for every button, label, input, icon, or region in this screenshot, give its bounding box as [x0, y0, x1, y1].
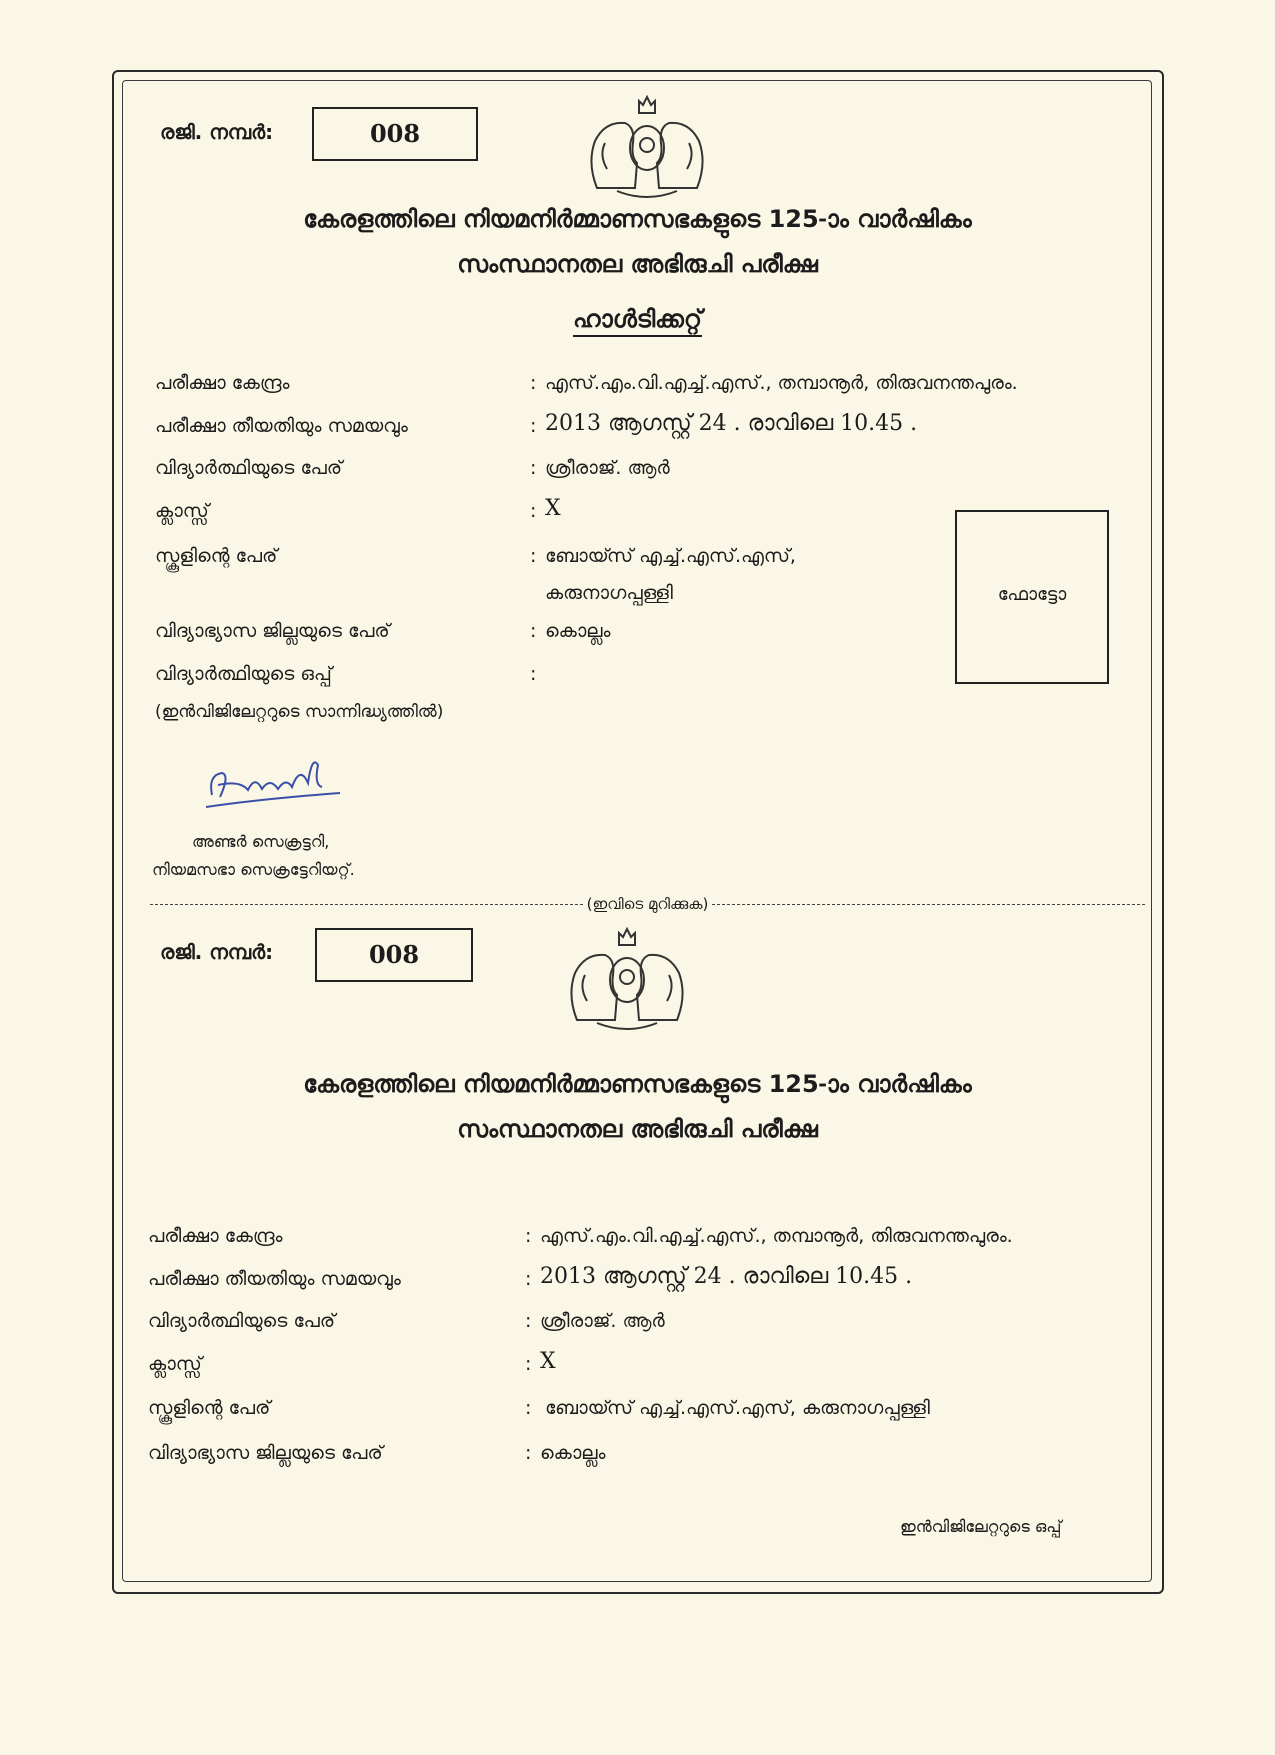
label-school-name: സ്കൂളിന്റെ പേര് — [148, 1397, 271, 1419]
value-exam-datetime: 2013 ആഗസ്റ്റ് 24 . രാവിലെ 10.45 . — [545, 411, 918, 436]
label-class: ക്ലാസ്സ് — [148, 1353, 202, 1375]
row-exam-datetime-bottom — [0, 1264, 1275, 1298]
value-school-line1: ബോയ്സ് എച്ച്.എസ്.എസ്, — [545, 545, 796, 567]
label-exam-centre: പരീക്ഷാ കേന്ദ്രം — [148, 1225, 283, 1247]
colon: : — [525, 1442, 532, 1464]
title-line1-bottom: കേരളത്തിലെ നിയമനിർമ്മാണസഭകളുടെ 125-ാം വാർഷികം — [303, 1070, 972, 1098]
row-class-bottom — [0, 1349, 1275, 1383]
colon: : — [525, 1268, 532, 1290]
hall-ticket-heading — [0, 305, 1275, 333]
title-line2: സംസ്ഥാനതല അഭിരുചി പരീക്ഷ — [457, 250, 818, 278]
value-class: X — [545, 496, 561, 521]
photo-box — [955, 510, 1109, 684]
signatory-office: നിയമസഭാ സെക്രട്ടേറിയറ്റ്. — [152, 860, 355, 879]
row-district-bottom — [0, 1442, 1275, 1472]
kerala-emblem-icon — [577, 93, 717, 203]
value-exam-centre: എസ്.എം.വി.എച്ച്.എസ്., തമ്പാനൂർ, തിരുവനന്തപുരം. — [540, 1225, 1013, 1247]
cut-here-text: (ഇവിടെ മുറിക്കുക) — [586, 895, 709, 913]
value-exam-centre: എസ്.എം.വി.എച്ച്.എസ്., തമ്പാനൂർ, തിരുവനന്തപുരം. — [545, 372, 1018, 394]
colon: : — [530, 500, 537, 522]
label-exam-datetime: പരീക്ഷാ തീയതിയും സമയവും — [155, 415, 408, 437]
colon: : — [530, 372, 537, 394]
label-exam-datetime: പരീക്ഷാ തീയതിയും സമയവും — [148, 1268, 401, 1290]
invigilator-signature-label: ഇൻവിജിലേറ്ററുടെ ഒപ്പ് — [900, 1517, 1062, 1536]
signature-image — [200, 745, 350, 820]
label-exam-centre: പരീക്ഷാ കേന്ദ്രം — [155, 372, 290, 394]
photo-label: ഫോട്ടോ — [997, 584, 1067, 605]
row-student-name-bottom — [0, 1310, 1275, 1340]
row-student-name — [0, 457, 1275, 487]
reg-number-label-bottom: രജി. നമ്പർ: — [160, 940, 274, 964]
colon: : — [530, 545, 537, 567]
value-school-line2: കരുനാഗപ്പള്ളി — [545, 582, 673, 604]
value-district: കൊല്ലം — [545, 620, 611, 642]
reg-number-label: രജി. നമ്പർ: — [160, 120, 274, 144]
row-exam-datetime — [0, 411, 1275, 445]
signatory-designation: അണ്ടർ സെക്രട്ടറി, — [192, 832, 330, 851]
value-school-full: ബോയ്സ് എച്ച്.എസ്.എസ്, കരുനാഗപ്പള്ളി — [545, 1397, 930, 1419]
hall-ticket-text: ഹാൾടിക്കറ്റ് — [573, 305, 702, 333]
reg-number-box: 008 — [312, 107, 478, 161]
colon: : — [530, 415, 537, 437]
value-class: X — [540, 1349, 556, 1374]
label-student-name: വിദ്യാർത്ഥിയുടെ പേര് — [155, 457, 343, 479]
colon: : — [525, 1397, 532, 1419]
colon: : — [525, 1225, 532, 1247]
value-student-name: ശ്രീരാജ്. ആർ — [540, 1310, 665, 1332]
value-district: കൊല്ലം — [540, 1442, 606, 1464]
cut-line — [150, 895, 1145, 913]
colon: : — [530, 620, 537, 642]
colon: : — [530, 663, 537, 685]
label-class: ക്ലാസ്സ് — [155, 500, 209, 522]
label-invig-presence: (ഇൻവിജിലേറ്ററുടെ സാന്നിദ്ധ്യത്തിൽ) — [155, 702, 444, 722]
title-line2-bottom: സംസ്ഥാനതല അഭിരുചി പരീക്ഷ — [457, 1115, 818, 1143]
row-school-name-bottom — [0, 1397, 1275, 1427]
colon: : — [525, 1353, 532, 1375]
label-student-name: വിദ്യാർത്ഥിയുടെ പേര് — [148, 1310, 336, 1332]
label-student-sign: വിദ്യാർത്ഥിയുടെ ഒപ്പ് — [155, 663, 332, 685]
label-district: വിദ്യാഭ്യാസ ജില്ലയുടെ പേര് — [155, 620, 390, 642]
row-exam-centre — [0, 372, 1275, 402]
kerala-emblem-icon — [557, 925, 697, 1035]
reg-number-box-bottom: 008 — [315, 928, 473, 982]
value-student-name: ശ്രീരാജ്. ആർ — [545, 457, 670, 479]
cut-dash-left — [150, 904, 583, 905]
cut-dash-right — [712, 904, 1145, 905]
title-line1: കേരളത്തിലെ നിയമനിർമ്മാണസഭകളുടെ 125-ാം വാർഷികം — [303, 205, 972, 233]
row-exam-centre-bottom — [0, 1225, 1275, 1255]
label-school-name: സ്കൂളിന്റെ പേര് — [155, 545, 278, 567]
colon: : — [530, 457, 537, 479]
label-district: വിദ്യാഭ്യാസ ജില്ലയുടെ പേര് — [148, 1442, 383, 1464]
colon: : — [525, 1310, 532, 1332]
value-exam-datetime: 2013 ആഗസ്റ്റ് 24 . രാവിലെ 10.45 . — [540, 1264, 913, 1289]
